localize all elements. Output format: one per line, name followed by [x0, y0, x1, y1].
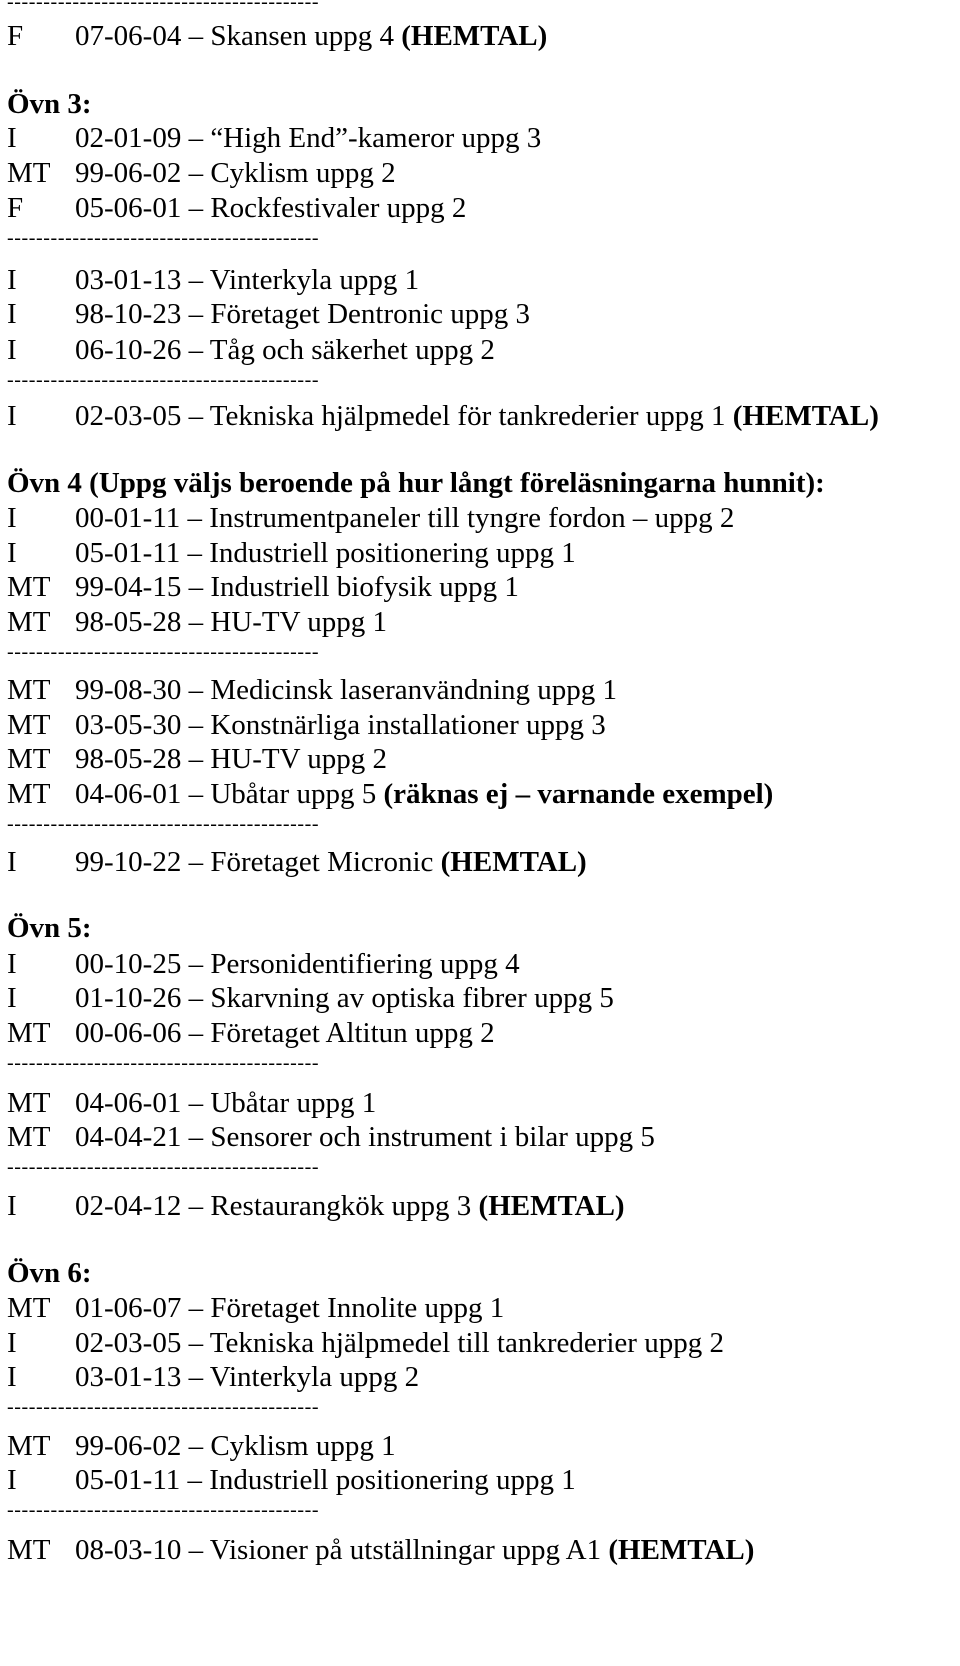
entry-emphasis: (HEMTAL) [440, 846, 587, 878]
entry-emphasis: (HEMTAL) [732, 400, 879, 432]
entry-text: 99-10-22 – Företaget Micronic [75, 846, 441, 878]
assignment-entry [7, 980, 614, 1016]
entry-code: I [7, 1464, 17, 1496]
entry-text: 07-06-04 – Skansen uppg 4 [75, 20, 402, 52]
entry-text: 98-05-28 – HU-TV uppg 1 [75, 606, 387, 638]
entry-code: I [7, 264, 17, 296]
entry-emphasis: (HEMTAL) [401, 20, 548, 52]
entry-code: I [7, 1327, 17, 1359]
section-heading: Övn 3: [7, 88, 92, 120]
entry-text: 00-01-11 – Instrumentpaneler till tyngre fordon – uppg 2 [75, 502, 735, 534]
separator-line: ------------------------------------------- [7, 813, 320, 835]
separator-line: ------------------------------------------- [7, 1156, 320, 1178]
entry-text: 01-10-26 – Skarvning av optiska fibrer uppg 5 [75, 982, 614, 1014]
entry-code: MT [7, 1087, 51, 1119]
entry-text: 03-01-13 – Vinterkyla uppg 1 [75, 264, 420, 296]
separator-line: ------------------------------------------- [7, 369, 320, 391]
entry-emphasis: (HEMTAL) [608, 1534, 755, 1566]
entry-code: MT [7, 743, 51, 775]
separator-line: ------------------------------------------- [7, 1052, 320, 1074]
assignment-entry [7, 946, 520, 982]
entry-text: 03-01-13 – Vinterkyla uppg 2 [75, 1361, 420, 1393]
entry-text: 01-06-07 – Företaget Innolite uppg 1 [75, 1292, 505, 1324]
assignment-entry [7, 707, 606, 743]
entry-text: 98-10-23 – Företaget Dentronic uppg 3 [75, 298, 531, 330]
entry-text: 02-03-05 – Tekniska hjälpmedel för tankrederier uppg 1 [75, 400, 733, 432]
entry-text: 05-06-01 – Rockfestivaler uppg 2 [75, 192, 467, 224]
separator-line: ------------------------------------------- [7, 227, 320, 249]
entry-text: 00-10-25 – Personidentifiering uppg 4 [75, 948, 520, 980]
assignment-entry [7, 535, 576, 571]
assignment-entry [7, 1428, 396, 1464]
entry-code: MT [7, 1534, 51, 1566]
assignment-entry [7, 844, 587, 880]
entry-code: I [7, 846, 17, 878]
assignment-entry [7, 604, 387, 640]
assignment-entry [7, 1532, 754, 1568]
separator-line: ------------------------------------------- [7, 1396, 320, 1418]
entry-text: 08-03-10 – Visioner på utställningar uppg A1 [75, 1534, 609, 1566]
entry-code: MT [7, 709, 51, 741]
entry-text: 98-05-28 – HU-TV uppg 2 [75, 743, 387, 775]
assignment-entry [7, 776, 773, 812]
entry-emphasis: (HEMTAL) [478, 1190, 625, 1222]
entry-code: I [7, 982, 17, 1014]
separator-line: ------------------------------------------- [7, 1499, 320, 1521]
entry-text: 04-06-01 – Ubåtar uppg 5 [75, 778, 384, 810]
entry-code: F [7, 20, 24, 52]
assignment-entry [7, 569, 519, 605]
entry-code: I [7, 1361, 17, 1393]
entry-text: 99-08-30 – Medicinsk laseranvändning uppg 1 [75, 674, 618, 706]
entry-code: MT [7, 606, 51, 638]
entry-text: 02-01-09 – “High End”-kameror uppg 3 [75, 122, 542, 154]
entry-text: 04-06-01 – Ubåtar uppg 1 [75, 1087, 377, 1119]
entry-emphasis: (räknas ej – varnande exempel) [383, 778, 774, 810]
assignment-entry [7, 332, 495, 368]
assignment-entry [7, 398, 879, 434]
entry-text: 05-01-11 – Industriell positionering uppg 1 [75, 1464, 576, 1496]
entry-code: MT [7, 571, 51, 603]
entry-text: 06-10-26 – Tåg och säkerhet uppg 2 [75, 334, 495, 366]
assignment-entry [7, 741, 387, 777]
entry-code: MT [7, 1292, 51, 1324]
entry-code: I [7, 400, 17, 432]
assignment-entry [7, 120, 541, 156]
section-heading: Övn 4 (Uppg väljs beroende på hur långt föreläsningarna hunnit): [7, 467, 825, 499]
assignment-entry [7, 1290, 504, 1326]
entry-code: I [7, 537, 17, 569]
entry-code: MT [7, 1121, 51, 1153]
assignment-entry [7, 190, 466, 226]
assignment-entry [7, 1015, 495, 1051]
entry-code: MT [7, 674, 51, 706]
entry-code: MT [7, 1017, 51, 1049]
assignment-entry [7, 296, 530, 332]
section-heading: Övn 6: [7, 1257, 92, 1289]
entry-code: F [7, 192, 24, 224]
entry-text: 05-01-11 – Industriell positionering uppg 1 [75, 537, 576, 569]
entry-text: 99-06-02 – Cyklism uppg 1 [75, 1430, 396, 1462]
entry-text: 99-06-02 – Cyklism uppg 2 [75, 157, 396, 189]
entry-code: MT [7, 157, 51, 189]
assignment-entry [7, 1462, 576, 1498]
entry-code: I [7, 298, 17, 330]
assignment-entry [7, 1359, 419, 1395]
section-heading: Övn 5: [7, 912, 92, 944]
assignment-entry [7, 262, 419, 298]
assignment-entry [7, 1325, 724, 1361]
separator-line: ------------------------------------------- [7, 0, 320, 13]
entry-code: I [7, 1190, 17, 1222]
assignment-entry [7, 1085, 376, 1121]
entry-text: 99-04-15 – Industriell biofysik uppg 1 [75, 571, 519, 603]
entry-text: 00-06-06 – Företaget Altitun uppg 2 [75, 1017, 495, 1049]
assignment-entry [7, 18, 547, 54]
entry-code: I [7, 334, 17, 366]
assignment-entry [7, 1188, 625, 1224]
separator-line: ------------------------------------------- [7, 641, 320, 663]
assignment-entry [7, 155, 396, 191]
entry-text: 04-04-21 – Sensorer och instrument i bilar uppg 5 [75, 1121, 655, 1153]
entry-code: MT [7, 778, 51, 810]
entry-code: I [7, 122, 17, 154]
entry-text: 03-05-30 – Konstnärliga installationer uppg 3 [75, 709, 606, 741]
entry-text: 02-03-05 – Tekniska hjälpmedel till tankrederier uppg 2 [75, 1327, 724, 1359]
assignment-entry [7, 672, 617, 708]
entry-code: I [7, 502, 17, 534]
entry-code: I [7, 948, 17, 980]
assignment-entry [7, 500, 734, 536]
entry-code: MT [7, 1430, 51, 1462]
entry-text: 02-04-12 – Restaurangkök uppg 3 [75, 1190, 479, 1222]
assignment-entry [7, 1119, 655, 1155]
